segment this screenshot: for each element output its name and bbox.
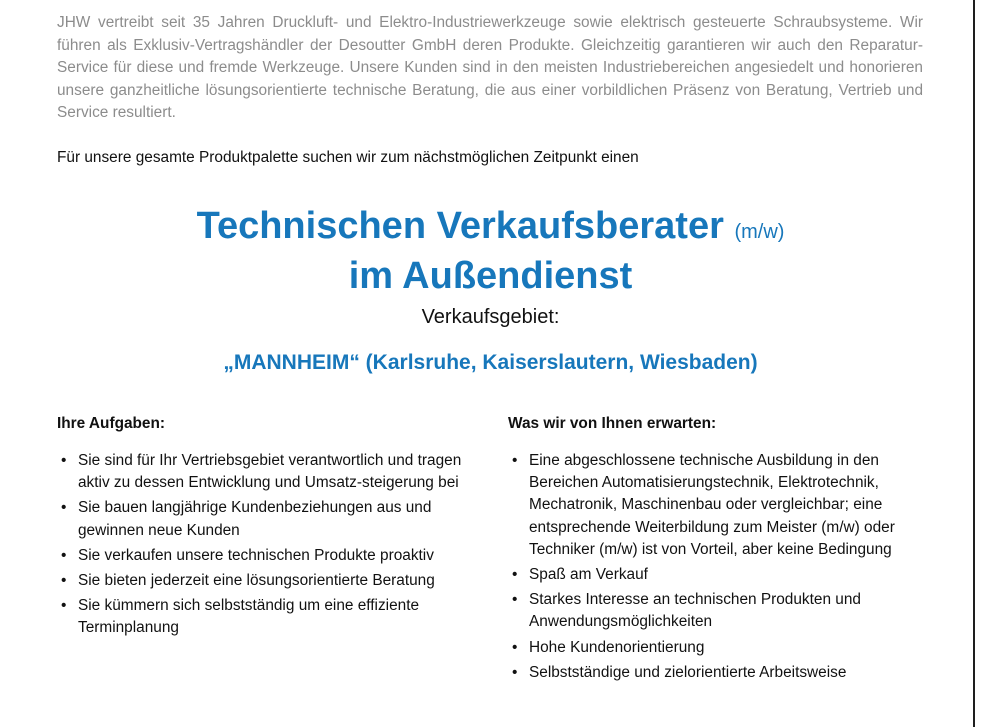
job-title-gender-suffix: (m/w) <box>734 221 785 243</box>
list-item <box>57 570 477 592</box>
list-item-text: Spaß am Verkauf <box>529 566 648 584</box>
list-item <box>508 564 928 586</box>
list-item-text: Selbstständige und zielorientierte Arbeitsweise <box>529 663 847 681</box>
bullet-icon: • <box>512 452 518 469</box>
sales-region-value: „MANNHEIM“ (Karlsruhe, Kaiserslautern, Wiesbaden) <box>223 351 758 374</box>
list-item-text: Sie sind für Ihr Vertriebsgebiet verantwortlich und tragen aktiv zu dessen Entwicklung und Umsatz-steigerung bei <box>78 452 462 492</box>
list-item <box>57 545 477 567</box>
bullet-icon: • <box>512 591 518 609</box>
lead-sentence: Für unsere gesamte Produktpalette suchen wir zum nächstmöglichen Zeitpunkt einen <box>57 149 639 166</box>
sales-region-label: Verkaufsgebiet: <box>421 306 560 328</box>
list-item <box>508 662 928 684</box>
list-item <box>508 450 928 561</box>
bullet-icon: • <box>61 546 67 564</box>
list-item-text: Hohe Kundenorientierung <box>529 638 705 656</box>
job-title-main: Technischen Verkaufsberater <box>196 205 724 247</box>
list-item <box>508 637 928 659</box>
bullet-icon: • <box>512 663 518 681</box>
job-title-line2: im Außendienst <box>348 255 633 297</box>
tasks-list <box>57 450 477 640</box>
list-item <box>57 497 477 541</box>
bullet-icon: • <box>61 572 67 590</box>
bullet-icon: • <box>512 566 518 584</box>
bullet-icon: • <box>61 452 67 469</box>
expectations-section <box>508 413 928 687</box>
list-item-text: Sie bieten jederzeit eine lösungsorientierte Beratung <box>78 572 435 590</box>
expectations-heading: Was wir von Ihnen erwarten: <box>508 415 717 432</box>
list-item-text: Sie bauen langjährige Kundenbeziehungen aus und gewinnen neue Kunden <box>78 499 432 539</box>
bullet-icon: • <box>61 597 67 615</box>
list-item-text: Sie kümmern sich selbstständig um eine effiziente Terminplanung <box>78 597 420 637</box>
expectations-list <box>508 450 928 684</box>
tasks-heading: Ihre Aufgaben: <box>57 415 166 432</box>
bullet-icon: • <box>512 638 518 656</box>
list-item <box>508 589 928 633</box>
list-item <box>57 450 477 494</box>
list-item-text: Eine abgeschlossene technische Ausbildung in den Bereichen Automatisierungstechnik, Elektrotechnik, Mechatronik, Maschinenbau oder vergleichbar; eine entsprechende Weiterbildung zum Meister (m/w) oder Techniker (m/w) ist von Vorteil, aber keine Bedingung <box>529 452 895 558</box>
tasks-section <box>57 413 477 643</box>
list-item-text: Starkes Interesse an technischen Produkten und Anwendungsmöglichkeiten <box>529 591 861 631</box>
list-item <box>57 595 477 639</box>
bullet-icon: • <box>61 499 67 517</box>
list-item-text: Sie verkaufen unsere technischen Produkte proaktiv <box>78 546 434 564</box>
job-title <box>0 202 981 256</box>
company-intro-paragraph: JHW vertreibt seit 35 Jahren Druckluft- und Elektro-Industriewerkzeuge sowie elektrisch gesteuerte Schraubsysteme. Wir führen als Exklusiv-Vertragshändler der Desoutter GmbH deren Produkte. Gleichzeitig garantieren wir auch den Reparatur-Service für diese und fremde Werkzeuge. Unsere Kunden sind in den meisten Industriebereichen angesiedelt und honorieren unsere ganzheitliche lösungsorientierte technische Beratung, die aus einer vorbildlichen Präsenz von Beratung, Vertrieb und Service resultiert. <box>57 14 923 122</box>
